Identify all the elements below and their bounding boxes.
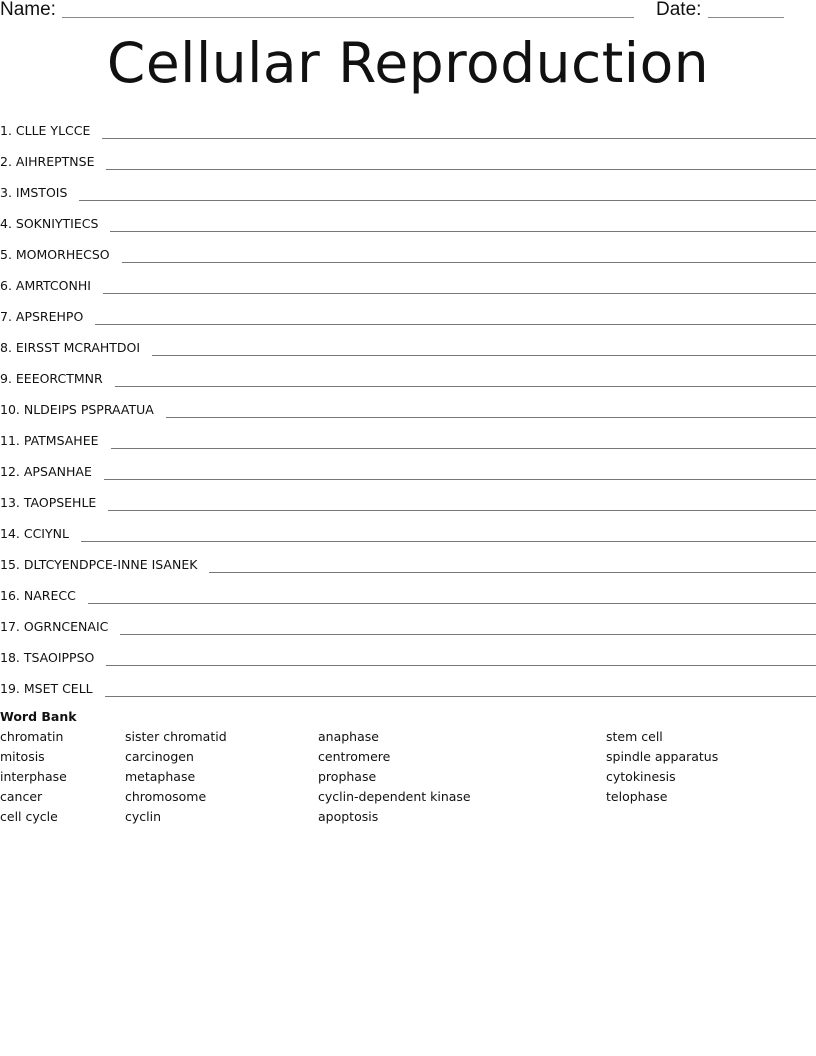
puzzle-row bbox=[0, 482, 816, 513]
puzzle-row bbox=[0, 544, 816, 575]
word-bank-term: cyclin bbox=[125, 809, 162, 824]
scrambled-word: 8. EIRSST MCRAHTDOI bbox=[0, 340, 141, 355]
answer-line bbox=[102, 138, 816, 139]
scrambled-word: 5. MOMORHECSO bbox=[0, 247, 110, 262]
word-bank bbox=[0, 708, 816, 828]
word-bank-column bbox=[125, 728, 227, 828]
scrambled-word: 9. EEEORCTMNR bbox=[0, 371, 103, 386]
puzzle-row bbox=[0, 327, 816, 358]
puzzle-row bbox=[0, 668, 816, 699]
scrambled-word: 3. IMSTOIS bbox=[0, 185, 68, 200]
answer-line bbox=[110, 231, 816, 232]
word-bank-term: apoptosis bbox=[318, 809, 379, 824]
answer-line bbox=[120, 634, 816, 635]
puzzle-row bbox=[0, 451, 816, 482]
scrambled-word: 15. DLTCYENDPCE-INNE ISANEK bbox=[0, 557, 198, 572]
scrambled-word: 13. TAOPSEHLE bbox=[0, 495, 97, 510]
answer-line bbox=[108, 510, 816, 511]
word-bank-term: spindle apparatus bbox=[606, 749, 719, 764]
answer-line bbox=[152, 355, 816, 356]
page-title: Cellular Reproduction bbox=[106, 31, 710, 95]
word-bank-term: interphase bbox=[0, 769, 67, 784]
scrambled-word: 4. SOKNIYTIECS bbox=[0, 216, 99, 231]
answer-line bbox=[115, 386, 816, 387]
puzzle-row bbox=[0, 420, 816, 451]
answer-line bbox=[95, 324, 816, 325]
word-bank-term: carcinogen bbox=[125, 749, 194, 764]
scrambled-word: 11. PATMSAHEE bbox=[0, 433, 99, 448]
answer-line bbox=[104, 479, 816, 480]
scrambled-word: 12. APSANHAE bbox=[0, 464, 92, 479]
answer-line bbox=[88, 603, 816, 604]
puzzle-row bbox=[0, 265, 816, 296]
puzzle-list bbox=[0, 110, 816, 699]
word-bank-column bbox=[606, 728, 718, 808]
word-bank-column bbox=[318, 728, 471, 828]
word-bank-term: metaphase bbox=[125, 769, 196, 784]
name-label: Name: bbox=[0, 0, 56, 20]
word-bank-term: sister chromatid bbox=[125, 729, 227, 744]
word-bank-term: prophase bbox=[318, 769, 377, 784]
answer-line bbox=[106, 169, 816, 170]
puzzle-row bbox=[0, 141, 816, 172]
puzzle-row bbox=[0, 358, 816, 389]
answer-line bbox=[81, 541, 816, 542]
puzzle-row bbox=[0, 513, 816, 544]
scrambled-word: 1. CLLE YLCCE bbox=[0, 123, 91, 138]
scrambled-word: 2. AIHREPTNSE bbox=[0, 154, 95, 169]
answer-line bbox=[103, 293, 816, 294]
puzzle-row bbox=[0, 575, 816, 606]
word-bank-term: cytokinesis bbox=[606, 769, 676, 784]
answer-line bbox=[209, 572, 816, 573]
word-bank-term: chromosome bbox=[125, 789, 207, 804]
word-bank-column bbox=[0, 728, 67, 828]
word-bank-term: stem cell bbox=[606, 729, 663, 744]
puzzle-row bbox=[0, 606, 816, 637]
scrambled-word: 14. CCIYNL bbox=[0, 526, 69, 541]
puzzle-row bbox=[0, 637, 816, 668]
word-bank-term: chromatin bbox=[0, 729, 64, 744]
puzzle-row bbox=[0, 110, 816, 141]
scrambled-word: 10. NLDEIPS PSPRAATUA bbox=[0, 402, 154, 417]
word-bank-term: mitosis bbox=[0, 749, 45, 764]
puzzle-row bbox=[0, 172, 816, 203]
word-bank-term: telophase bbox=[606, 789, 668, 804]
answer-line bbox=[122, 262, 816, 263]
header-row bbox=[0, 0, 816, 24]
answer-line bbox=[166, 417, 816, 418]
answer-line bbox=[111, 448, 816, 449]
scrambled-word: 18. TSAOIPPSO bbox=[0, 650, 95, 665]
answer-line bbox=[106, 665, 816, 666]
word-bank-term: anaphase bbox=[318, 729, 379, 744]
scrambled-word: 16. NARECC bbox=[0, 588, 76, 603]
puzzle-row bbox=[0, 389, 816, 420]
answer-line bbox=[105, 696, 816, 697]
scrambled-word: 17. OGRNCENAIC bbox=[0, 619, 109, 634]
puzzle-row bbox=[0, 234, 816, 265]
scrambled-word: 6. AMRTCONHI bbox=[0, 278, 91, 293]
scrambled-word: 7. APSREHPO bbox=[0, 309, 84, 324]
word-bank-grid bbox=[0, 728, 816, 828]
answer-line bbox=[79, 200, 816, 201]
puzzle-row bbox=[0, 203, 816, 234]
name-answer-line bbox=[62, 17, 634, 18]
word-bank-term: cell cycle bbox=[0, 809, 58, 824]
word-bank-term: cyclin-dependent kinase bbox=[318, 789, 471, 804]
word-bank-title: Word Bank bbox=[0, 709, 77, 724]
scrambled-word: 19. MSET CELL bbox=[0, 681, 93, 696]
word-bank-term: cancer bbox=[0, 789, 43, 804]
date-label: Date: bbox=[656, 0, 702, 20]
word-bank-term: centromere bbox=[318, 749, 391, 764]
puzzle-row bbox=[0, 296, 816, 327]
date-answer-line bbox=[708, 17, 784, 18]
